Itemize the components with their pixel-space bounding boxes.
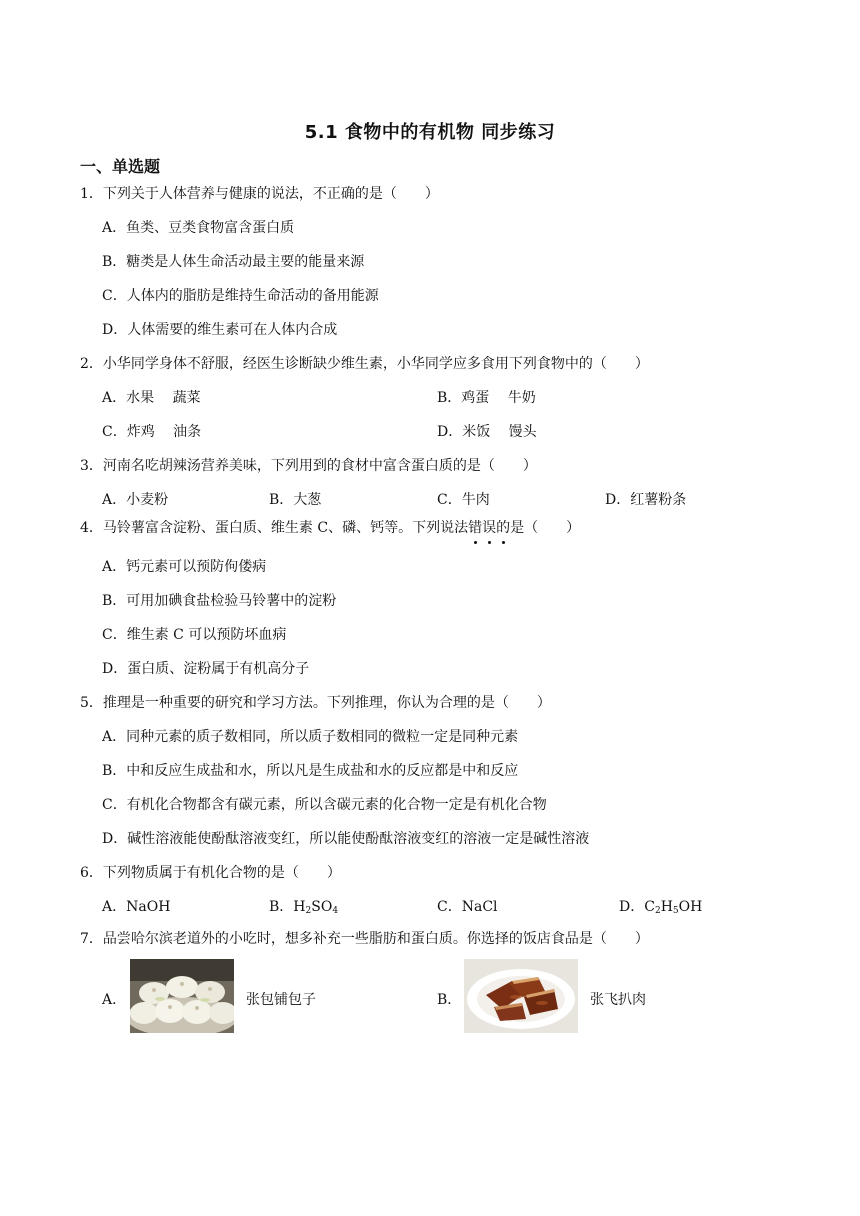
- question-4-option-b[interactable]: [102, 590, 336, 610]
- option-label: A．: [102, 899, 127, 915]
- question-7-stem: [80, 928, 649, 948]
- option-label: A．: [102, 492, 127, 508]
- option-label: B．: [102, 593, 127, 609]
- option-text: 鱼类、豆类食物富含蛋白质: [126, 220, 295, 236]
- question-5-option-c[interactable]: [102, 794, 547, 814]
- question-6-stem: [80, 862, 341, 882]
- option-text: 碱性溶液能使酚酞溶液变红，所以能使酚酞溶液变红的溶液一定是碱性溶液: [127, 831, 590, 847]
- option-label: C．: [437, 899, 462, 915]
- question-number: 7．: [80, 931, 103, 947]
- emphasis-char: 错: [468, 517, 482, 537]
- question-1-option-b[interactable]: [102, 251, 364, 271]
- question-3-option-d[interactable]: [605, 489, 686, 509]
- option-text: 同种元素的质子数相同，所以质子数相同的微粒一定是同种元素: [126, 729, 519, 745]
- question-text: 小华同学身体不舒服，经医生诊断缺少维生素，小华同学应多食用下列食物中的（: [102, 356, 607, 372]
- option-text: 水果 蔬菜: [126, 390, 201, 406]
- option-label: B．: [269, 899, 294, 915]
- formula-subscript: 2: [305, 906, 312, 916]
- question-2-option-b[interactable]: [437, 387, 536, 407]
- question-number: 4．: [80, 520, 103, 536]
- question-1-option-d[interactable]: [102, 319, 337, 339]
- question-4-option-a[interactable]: [102, 556, 266, 576]
- option-label: D．: [102, 322, 128, 338]
- option-label: C．: [437, 492, 462, 508]
- question-7-option-a-label[interactable]: A．: [102, 992, 127, 1008]
- question-text-end: 是（: [510, 520, 539, 536]
- option-text: 有机化合物都含有碳元素，所以含碳元素的化合物一定是有机化合物: [126, 797, 547, 813]
- page-title: 5.1 食物中的有机物 同步练习: [304, 122, 556, 143]
- option-text: 人体需要的维生素可在人体内合成: [127, 322, 338, 338]
- option-text: 中和反应生成盐和水，所以凡是生成盐和水的反应都是中和反应: [126, 763, 519, 779]
- question-1-option-a[interactable]: [102, 217, 294, 237]
- question-number: 5．: [80, 695, 103, 711]
- option-label: D．: [619, 899, 645, 915]
- question-4-stem: [80, 517, 580, 537]
- option-text: 蛋白质、淀粉属于有机高分子: [127, 661, 310, 677]
- close-paren: ）: [326, 865, 341, 881]
- question-7-option-a-caption[interactable]: 张包铺包子: [246, 992, 316, 1008]
- formula-subscript: 2: [654, 906, 661, 916]
- close-paren: ）: [634, 356, 649, 372]
- question-2-option-d[interactable]: [437, 421, 537, 441]
- question-5-option-a[interactable]: [102, 726, 518, 746]
- formula-part: OH: [678, 899, 703, 915]
- braised-pork-image: [464, 959, 578, 1033]
- option-label: B．: [437, 390, 462, 406]
- question-number: 6．: [80, 865, 103, 881]
- question-text: 推理是一种重要的研究和学习方法。下列推理，你认为合理的是（: [102, 695, 509, 711]
- option-formula: [644, 899, 702, 915]
- braised-pork-photo: [464, 959, 578, 1033]
- option-label: D．: [102, 661, 128, 677]
- option-label: D．: [102, 831, 128, 847]
- option-text: 炸鸡 油条: [126, 424, 202, 440]
- option-text: 牛肉: [461, 492, 490, 508]
- option-label: D．: [605, 492, 631, 508]
- question-text: 下列关于人体营养与健康的说法，不正确的是（: [102, 186, 397, 202]
- option-label: A．: [102, 559, 127, 575]
- formula-subscript: 5: [672, 906, 679, 916]
- option-formula: NaOH: [126, 899, 171, 915]
- formula-part: SO: [311, 899, 333, 915]
- option-label: D．: [437, 424, 463, 440]
- question-6-option-d[interactable]: [619, 896, 702, 916]
- question-3-option-b[interactable]: [269, 489, 321, 509]
- question-number: 1．: [80, 186, 103, 202]
- option-text: 可用加碘食盐检验马铃薯中的淀粉: [126, 593, 337, 609]
- question-6-option-b[interactable]: [269, 896, 338, 916]
- question-7-option-b-caption[interactable]: 张飞扒肉: [590, 992, 646, 1008]
- close-paren: ）: [522, 458, 537, 474]
- section-heading: 一、单选题: [80, 157, 161, 176]
- option-label: C．: [102, 627, 127, 643]
- question-3-option-a[interactable]: [102, 489, 168, 509]
- question-2-stem: [80, 353, 649, 373]
- question-number: 2．: [80, 356, 103, 372]
- option-text: 米饭 馒头: [462, 424, 537, 440]
- question-2-option-c[interactable]: [102, 421, 201, 441]
- option-formula: NaCl: [461, 899, 498, 915]
- question-2-option-a[interactable]: [102, 387, 201, 407]
- question-3-option-c[interactable]: [437, 489, 490, 509]
- option-label: B．: [269, 492, 294, 508]
- option-label: B．: [102, 254, 127, 270]
- option-label: C．: [102, 288, 127, 304]
- question-6-option-c[interactable]: [437, 896, 498, 916]
- question-1-stem: [80, 183, 439, 203]
- option-text: 鸡蛋 牛奶: [461, 390, 536, 406]
- steamed-buns-photo: [130, 959, 234, 1033]
- option-label: A．: [102, 220, 127, 236]
- question-text: 马铃薯富含淀粉、蛋白质、维生素 C、磷、钙等。下列说法: [102, 520, 469, 536]
- question-1-option-c[interactable]: [102, 285, 379, 305]
- option-text: 钙元素可以预防佝偻病: [126, 559, 267, 575]
- question-text: 下列物质属于有机化合物的是（: [102, 865, 299, 881]
- option-text: 人体内的脂肪是维持生命活动的备用能源: [126, 288, 379, 304]
- option-label: B．: [102, 763, 127, 779]
- formula-part: C: [644, 899, 655, 915]
- option-formula: [293, 899, 338, 915]
- option-label: C．: [102, 424, 127, 440]
- emphasis-char: 的: [496, 517, 510, 537]
- option-text: 维生素 C 可以预防坏血病: [126, 627, 287, 643]
- option-text: 红薯粉条: [630, 492, 687, 508]
- close-paren: ）: [536, 695, 551, 711]
- question-3-stem: [80, 455, 537, 475]
- question-4-option-d[interactable]: [102, 658, 309, 678]
- close-paren: ）: [634, 931, 649, 947]
- option-text: 小麦粉: [126, 492, 169, 508]
- steamed-buns-image: [130, 959, 234, 1033]
- close-paren: ）: [424, 186, 439, 202]
- question-number: 3．: [80, 458, 103, 474]
- formula-part: H: [293, 899, 306, 915]
- question-text: 河南名吃胡辣汤营养美味，下列用到的食材中富含蛋白质的是（: [102, 458, 495, 474]
- option-text: 大葱: [293, 492, 322, 508]
- option-label: A．: [102, 390, 127, 406]
- question-5-stem: [80, 692, 551, 712]
- option-label: A．: [102, 729, 127, 745]
- close-paren: ）: [566, 520, 581, 536]
- formula-part: H: [660, 899, 673, 915]
- question-5-option-b[interactable]: [102, 760, 518, 780]
- emphasis-char: 误: [482, 517, 496, 537]
- option-text: 糖类是人体生命活动最主要的能量来源: [126, 254, 365, 270]
- question-6-option-a[interactable]: [102, 896, 170, 916]
- question-5-option-d[interactable]: [102, 828, 589, 848]
- question-7-option-b-label[interactable]: B．: [437, 992, 462, 1008]
- question-4-option-c[interactable]: [102, 624, 286, 644]
- option-label: C．: [102, 797, 127, 813]
- formula-subscript: 4: [332, 906, 339, 916]
- question-text: 品尝哈尔滨老道外的小吃时，想多补充一些脂肪和蛋白质。你选择的饭店食品是（: [102, 931, 607, 947]
